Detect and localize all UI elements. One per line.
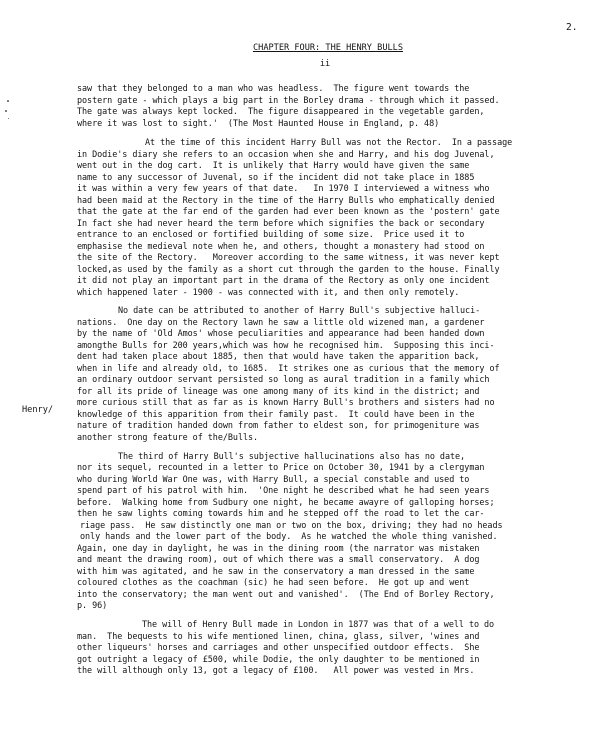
scan-speck <box>5 110 7 112</box>
text-line: into the conservatory; the man went out and vanished'. (The End of Borley Rectory, <box>77 589 495 599</box>
text-line: other liqueurs' horses and carriages and other unspecified outdoor effects. She <box>77 642 480 652</box>
text-line: The will of Henry Bull made in London in 1877 was that of a well to do <box>142 619 495 629</box>
text-line: locked,as used by the family as a short cut through the garden to the house. Finally <box>77 264 500 274</box>
text-line: only hands and the lower part of the body. As he watched the whole thing vanished. <box>80 531 498 541</box>
text-line: At the time of this incident Harry Bull was not the Rector. In a passage <box>145 137 513 147</box>
text-line: nature of tradition handed down from father to eldest son, for primogeniture was <box>77 420 480 430</box>
text-line: p. 96) <box>77 600 108 610</box>
scan-speck <box>8 118 9 119</box>
text-line: then he saw lights coming towards him and he stepped off the road to let the car- <box>77 508 485 518</box>
text-line: spend part of his patrol with him. 'One night he described what he had seen years <box>77 485 490 495</box>
margin-note: Henry/ <box>22 405 54 415</box>
text-line: an ordinary outdoor servant persisted so long as aural tradition in a family which <box>77 374 490 384</box>
text-line: the will although only 13, got a legacy of £100. All power was vested in Mrs. <box>77 665 475 675</box>
text-line: for all its pride of lineage was one among many of its kind in the district; and <box>77 386 480 396</box>
text-line: knowledge of this apparition from their family past. It could have been in the <box>77 409 475 419</box>
text-line: more curious still that as far as is known Harry Bull's brothers and sisters had no <box>77 397 495 407</box>
text-line: it was within a very few years of that date. In 1970 I interviewed a witness who <box>77 183 490 193</box>
page-number: 2. <box>566 22 578 33</box>
text-line: before. Walking home from Sudbury one night, he became awayre of galloping horses; <box>77 497 495 507</box>
scan-speck <box>7 100 9 102</box>
text-line: dent had taken place about 1885, then that would have taken the apparition back, <box>77 351 480 361</box>
text-line: Again, one day in daylight, he was in the dining room (the narrator was mistaken <box>77 543 480 553</box>
text-line: No date can be attributed to another of Harry Bull's subjective halluci- <box>118 305 481 315</box>
text-line: man. The bequests to his wife mentioned linen, china, glass, silver, 'wines and <box>77 631 480 641</box>
text-line: saw that they belonged to a man who was headless. The figure went towards the <box>77 83 470 93</box>
text-line: by the name of 'Old Amos' whose peculiarities and appearance had been handed down <box>77 328 485 338</box>
text-line: had been maid at the Rectory in the time of the Harry Bulls who emphatically denied <box>77 195 495 205</box>
text-line: In fact she had never heard the term before which signifies the back or secondary <box>77 218 485 228</box>
text-line: went out in the dog cart. It is unlikely that Harry would have given the same <box>77 160 470 170</box>
text-line: the site of the Rectory. Moreover according to the same witness, it was never kept <box>77 252 500 262</box>
text-line: The gate was always kept locked. The figure disappeared in the vegetable garden, <box>77 106 485 116</box>
text-line: who during World War One was, with Harry Bull, a special constable and used to <box>77 474 470 484</box>
text-line: in Dodie's diary she refers to an occasion when she and Harry, and his dog Juvenal, <box>77 149 495 159</box>
chapter-title: CHAPTER FOUR: THE HENRY BULLS <box>252 43 404 53</box>
text-line: emphasise the medieval note when he, and others, thought a monastery had stood on <box>77 241 485 251</box>
text-line: with him was agitated, and he saw in the conservatory a man dressed in the same <box>77 566 475 576</box>
text-line: name to any successor of Juvenal, so if the incident did not take place in 1885 <box>77 172 475 182</box>
text-line: it did not play an important part in the drama of the Rectory as only one incident <box>77 275 490 285</box>
text-line: nations. One day on the Rectory lawn he saw a little old wizened man, a gardener <box>77 317 485 327</box>
text-line: amongthe Bulls for 200 years,which was how he recognised him. Supposing this inci- <box>77 340 495 350</box>
text-line: coloured clothes as the coachman (sic) he had seen before. He got up and went <box>77 577 470 587</box>
section-number: ii <box>319 59 331 69</box>
text-line: another strong feature of the/Bulls. <box>77 432 259 442</box>
text-line: riage pass. He saw distinctly one man or two on the box, driving; they had no heads <box>80 520 503 530</box>
text-line: got outright a legacy of £500, while Dodie, the only daughter to be mentioned in <box>77 654 480 664</box>
text-line: which happened later - 1900 - was connected with it, and then only remotely. <box>77 287 460 297</box>
text-line: that the gate at the far end of the garden had ever been known as the 'postern' gate <box>77 206 500 216</box>
text-line: entrance to an enclosed or fortified building of some size. Price used it to <box>77 229 465 239</box>
text-line: nor its sequel, recounted in a letter to Price on October 30, 1941 by a clergyman <box>77 462 485 472</box>
text-line: postern gate - which plays a big part in the Borley drama - through which it passed. <box>77 95 500 105</box>
text-line: and meant the drawing room), out of which there was a small conservatory. A dog <box>77 554 480 564</box>
text-line: where it was lost to sight.' (The Most Haunted House in England, p. 48) <box>77 118 440 128</box>
text-line: The third of Harry Bull's subjective hallucinations also has no date, <box>118 451 466 461</box>
text-line: when in life and already old, to 1685. It strikes one as curious that the memory of <box>77 363 500 373</box>
